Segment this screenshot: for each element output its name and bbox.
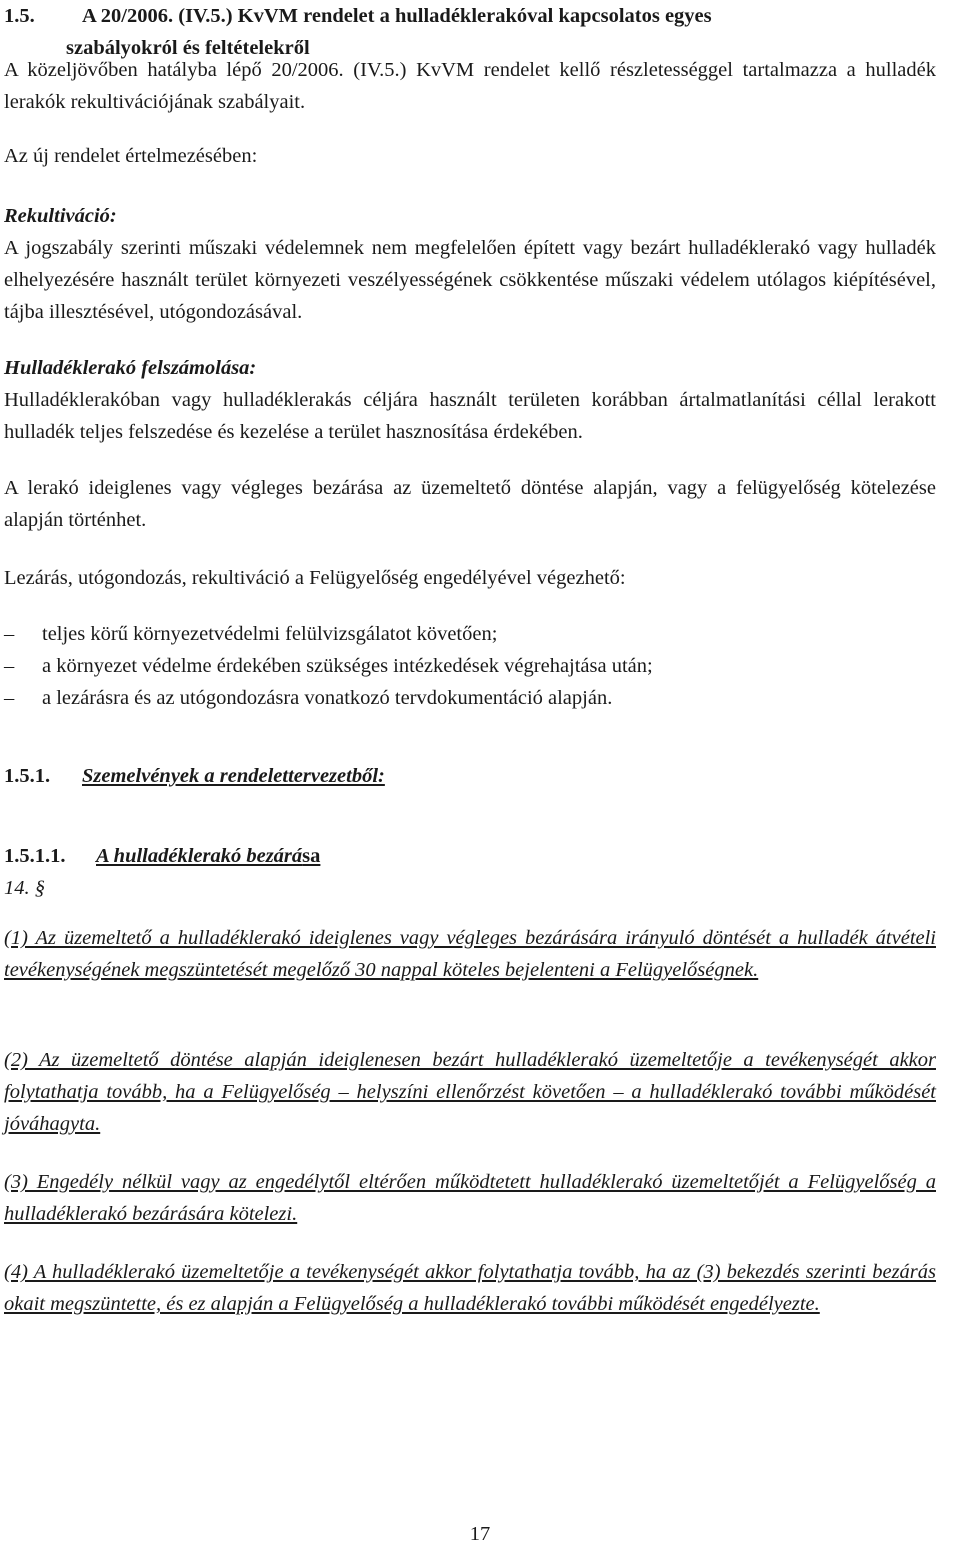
subsubsection-heading	[4, 840, 936, 904]
definition-term: Rekultiváció:	[4, 205, 117, 227]
list-item: – a lezárásra és az utógondozásra vonatkozó tervdokumentáció alapján.	[4, 682, 936, 714]
paragraph-mark: 14. §	[4, 877, 45, 899]
clause-2: (2) Az üzemeltető döntése alapján ideiglenesen bezárt hulladéklerakó üzemeltetője a tevékenységét akkor folytathatja tovább, ha a Felügyelőség – helyszíni ellenőrzést követően – a hulladéklerakó további működését jóváhagyta.	[4, 1049, 936, 1135]
section-title-line2: szabályokról és feltételekről	[66, 37, 310, 59]
conditions-list	[4, 618, 936, 714]
closure-paragraph: A lerakó ideiglenes vagy végleges bezárása az üzemeltető döntése alapján, vagy a felügyelőség kötelezése alapján történhet.	[4, 477, 936, 531]
definitions-intro: Az új rendelet értelmezésében:	[4, 145, 258, 167]
list-item: – teljes körű környezetvédelmi felülvizsgálatot követően;	[4, 618, 936, 650]
definition-rekultivacio	[4, 200, 936, 328]
subsection-title: Szemelvények a rendelettervezetből:	[82, 765, 385, 787]
clause-1: (1) Az üzemeltető a hulladéklerakó ideiglenes vagy végleges bezárására irányuló döntését a hulladék átvételi tevékenységének megszüntetését megelőző 30 nappal köteles bejelenteni a Felügyelőségnek.	[4, 927, 936, 981]
subsubsection-title-tail: sa	[302, 845, 321, 867]
conditions-intro: Lezárás, utógondozás, rekultiváció a Felügyelőség engedélyével végezhető:	[4, 567, 626, 589]
page-number: 17	[469, 1523, 491, 1545]
definition-felszamolas	[4, 352, 936, 448]
dash-bullet-icon: –	[4, 623, 15, 645]
section-number: 1.5.	[4, 5, 35, 27]
definition-text: Hulladéklerakóban vagy hulladéklerakás céljára használt területen korábban ártalmatlanítási céllal lerakott hulladék teljes felszedése és kezelése a terület hasznosítása érdekében.	[4, 389, 936, 443]
clause-3: (3) Engedély nélkül vagy az engedélytől eltérően működtetett hulladéklerakó üzemeltetőjét a Felügyelőség a hulladéklerakó bezárására kötelezi.	[4, 1171, 936, 1225]
clause-4: (4) A hulladéklerakó üzemeltetője a tevékenységét akkor folytathatja tovább, ha az (3) bekezdés szerinti bezárás okait megszüntette, és ez alapján a Felügyelőség a hulladéklerakó további működését engedélyezte.	[4, 1261, 936, 1315]
definition-term: Hulladéklerakó felszámolása:	[4, 357, 257, 379]
subsubsection-title: A hulladéklerakó bezárá	[96, 845, 303, 867]
section-intro: A közeljövőben hatályba lépő 20/2006. (IV.5.) KvVM rendelet kellő részletességgel tartalmazza a hulladék lerakók rekultivációjának szabályait.	[4, 59, 936, 113]
list-item: – a környezet védelme érdekében szükséges intézkedések végrehajtása után;	[4, 650, 936, 682]
definition-text: A jogszabály szerinti műszaki védelemnek nem megfelelően épített vagy bezárt hulladéklerakó vagy hulladék elhelyezésére használt terület környezeti veszélyességének csökkentése műszaki védelem utólagos kiépítésével, tájba illesztésével, utógondozásával.	[4, 237, 936, 323]
dash-bullet-icon: –	[4, 687, 15, 709]
dash-bullet-icon: –	[4, 655, 15, 677]
section-title-line1: A 20/2006. (IV.5.) KvVM rendelet a hulladéklerakóval kapcsolatos egyes	[82, 5, 712, 27]
subsection-heading	[4, 760, 936, 792]
subsubsection-number: 1.5.1.1.	[4, 845, 66, 867]
subsection-number: 1.5.1.	[4, 765, 51, 787]
